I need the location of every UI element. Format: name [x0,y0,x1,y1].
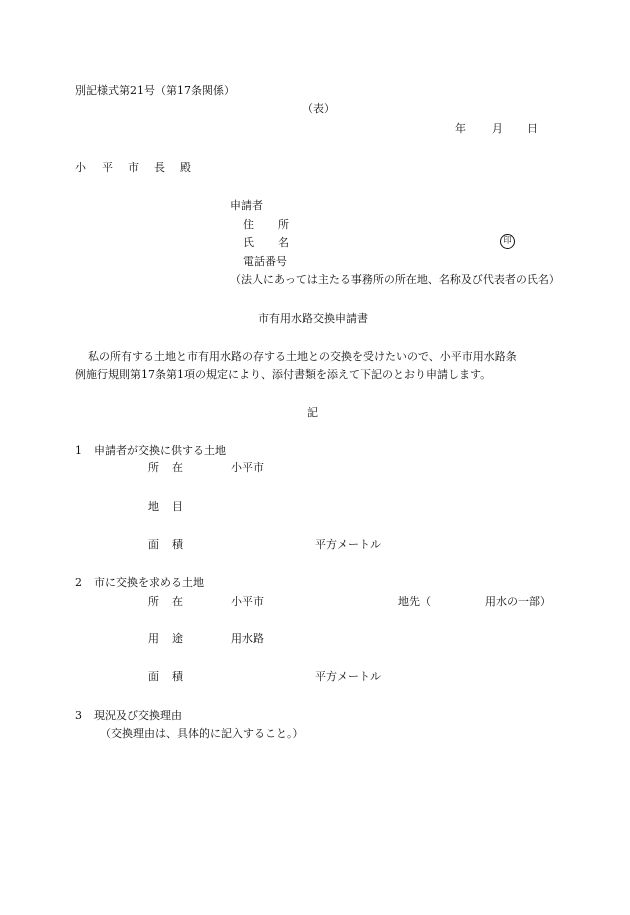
s2-location-suffix2: 用水の一部） [485,595,551,608]
s2-location-label-char: 所 [148,595,159,608]
s1-location-label-char: 所 [148,461,159,474]
body-line-1: 私の所有する土地と市有用水路の存する土地との交換を受けたいので、小平市用水路条 [88,350,517,363]
seal-mark: 印 [500,234,515,249]
s2-area-label-char: 積 [172,670,183,683]
date-day-label: 日 [527,122,538,135]
s1-location-value: 小平市 [231,461,264,474]
s1-category-label-char: 地 [148,500,159,513]
form-number: 別記様式第21号（第17条関係） [75,84,235,97]
addressee-char: 小 [75,161,86,174]
s1-category-label-char: 目 [172,500,183,513]
address-label-char: 住 [243,218,254,231]
date-month-label: 月 [492,122,503,135]
name-label-char: 氏 [243,236,254,249]
addressee-char: 平 [102,161,113,174]
form-side: （表） [302,102,335,115]
applicant-label: 申請者 [230,199,263,212]
document-title: 市有用水路交換申請書 [258,312,368,325]
s1-area-unit: 平方メートル [315,538,381,551]
date-year-label: 年 [455,122,466,135]
section3-number: 3 [75,709,82,722]
s1-area-label-char: 面 [148,538,159,551]
s2-use-label-char: 用 [148,632,159,645]
section2-title: 市に交換を求める土地 [94,576,204,589]
section1-number: 1 [75,444,82,457]
s2-area-label-char: 面 [148,670,159,683]
phone-label: 電話番号 [243,255,287,268]
address-label-char: 所 [278,218,289,231]
section3-note: （交換理由は、具体的に記入すること。） [100,727,304,740]
s2-location-value: 小平市 [231,595,264,608]
body-line-2: 例施行規則第17条第1項の規定により、添付書類を添えて下記のとおり申請します。 [75,368,492,381]
section2-number: 2 [75,576,82,589]
s2-use-label-char: 途 [172,632,183,645]
section3-title: 現況及び交換理由 [94,709,182,722]
s2-use-value: 用水路 [231,632,264,645]
s1-location-label-char: 在 [172,461,183,474]
s2-location-suffix1: 地先（ [398,595,431,608]
section1-title: 申請者が交換に供する土地 [94,444,226,457]
addressee-char: 長 [154,161,165,174]
s1-area-label-char: 積 [172,538,183,551]
addressee-char: 殿 [180,161,191,174]
addressee-char: 市 [128,161,139,174]
corporation-note: （法人にあっては主たる事務所の所在地、名称及び代表者の氏名） [230,273,560,286]
s2-area-unit: 平方メートル [315,670,381,683]
ki-heading: 記 [307,406,318,419]
name-label-char: 名 [278,236,289,249]
s2-location-label-char: 在 [172,595,183,608]
